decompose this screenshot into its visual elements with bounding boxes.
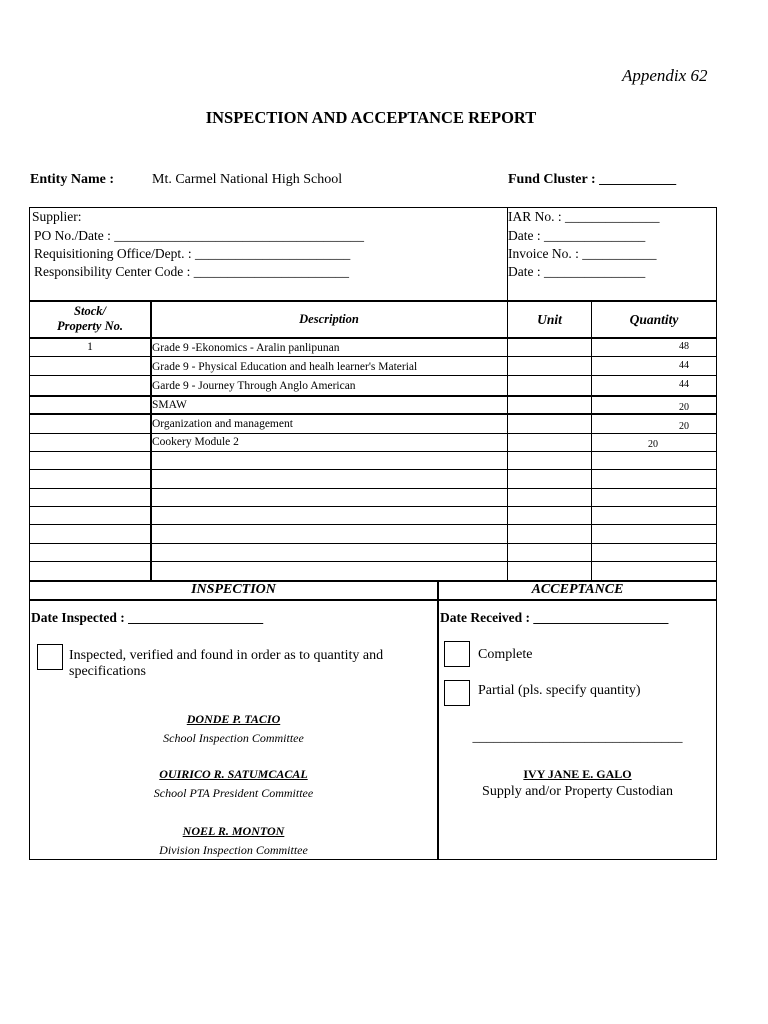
row-line-12 xyxy=(30,561,716,562)
item-1-stock: 1 xyxy=(87,341,93,353)
row-line-5 xyxy=(30,433,716,434)
inspected-statement-line2: specifications xyxy=(69,664,146,679)
item-4-quantity: 20 xyxy=(679,402,689,413)
signatory-1-role: School Inspection Committee xyxy=(163,731,304,745)
signatory-3-role: Division Inspection Committee xyxy=(159,843,308,857)
date-inspected-field: Date Inspected : ____________________ xyxy=(31,610,264,625)
col-divider-description xyxy=(507,301,508,580)
fund-cluster-field: Fund Cluster : ___________ xyxy=(508,172,677,187)
appendix-label: Appendix 62 xyxy=(622,66,708,85)
entity-name-label: Entity Name : xyxy=(30,172,114,187)
col-head-unit: Unit xyxy=(537,312,562,327)
item-4-description: SMAW xyxy=(152,399,187,411)
item-6-quantity: 20 xyxy=(648,439,658,450)
signatory-2-name: OUIRICO R. SATUMCACAL xyxy=(159,767,308,781)
col-head-description: Description xyxy=(299,312,359,326)
inspection-title: INSPECTION xyxy=(191,582,276,597)
item-2-quantity: 44 xyxy=(679,360,689,371)
table-header-bottom xyxy=(30,337,716,339)
signatory-2-role: School PTA President Committee xyxy=(153,786,314,800)
custodian-role: Supply and/or Property Custodian xyxy=(482,784,673,799)
row-line-6 xyxy=(30,451,716,452)
table-top-border xyxy=(30,300,716,302)
custodian-signature-line: ______________________________ xyxy=(472,730,683,745)
date-field-1: Date : _______________ xyxy=(508,228,646,243)
custodian-name: IVY JANE E. GALO xyxy=(523,767,632,781)
signatory-1-name: DONDE P. TACIO xyxy=(186,712,281,726)
partial-label: Partial (pls. specify quantity) xyxy=(478,683,641,698)
inspected-statement-line1: Inspected, verified and found in order as to quantity and xyxy=(69,648,384,663)
report-title: INSPECTION AND ACCEPTANCE REPORT xyxy=(205,108,537,127)
item-5-quantity: 20 xyxy=(679,421,689,432)
requisitioning-office-field: Requisitioning Office/Dept. : _______________________ xyxy=(34,246,351,261)
date-received-field: Date Received : ____________________ xyxy=(440,610,669,625)
row-line-3 xyxy=(30,395,716,397)
row-line-11 xyxy=(30,543,716,544)
item-1-description: Grade 9 -Ekonomics - Aralin panlipunan xyxy=(152,342,340,354)
col-divider-unit xyxy=(591,301,592,580)
entity-name-value: Mt. Carmel National High School xyxy=(152,172,343,187)
item-2-description: Grade 9 - Physical Education and healh learner's Material xyxy=(152,361,418,373)
row-line-9 xyxy=(30,506,716,507)
col-head-quantity: Quantity xyxy=(629,312,679,327)
partial-checkbox[interactable] xyxy=(444,680,470,706)
col-head-property-no: Property No. xyxy=(57,319,123,333)
col-head-stock: Stock/ xyxy=(74,304,106,318)
section-title-bottom xyxy=(30,599,716,601)
supplier-field: Supplier: xyxy=(32,209,82,224)
row-line-2 xyxy=(30,375,716,376)
item-6-description: Cookery Module 2 xyxy=(152,436,239,448)
item-3-description: Garde 9 - Journey Through Anglo American xyxy=(152,380,356,392)
row-line-8 xyxy=(30,488,716,489)
row-line-4 xyxy=(30,413,716,415)
po-date-field: PO No./Date : _____________________________________ xyxy=(34,228,364,243)
invoice-no-field: Invoice No. : ___________ xyxy=(508,246,657,261)
signatory-3-name: NOEL R. MONTON xyxy=(182,824,285,838)
inspected-checkbox[interactable] xyxy=(37,644,63,670)
item-1-quantity: 48 xyxy=(679,341,689,352)
complete-label: Complete xyxy=(478,647,533,662)
responsibility-center-field: Responsibility Center Code : _______________________ xyxy=(34,264,349,279)
item-3-quantity: 44 xyxy=(679,379,689,390)
iar-no-field: IAR No. : ______________ xyxy=(508,209,660,224)
item-5-description: Organization and management xyxy=(152,418,293,430)
row-line-1 xyxy=(30,356,716,357)
section-divider xyxy=(437,581,439,859)
row-line-7 xyxy=(30,469,716,470)
row-line-10 xyxy=(30,524,716,525)
date-field-2: Date : _______________ xyxy=(508,264,646,279)
acceptance-title: ACCEPTANCE xyxy=(531,582,624,597)
complete-checkbox[interactable] xyxy=(444,641,470,667)
